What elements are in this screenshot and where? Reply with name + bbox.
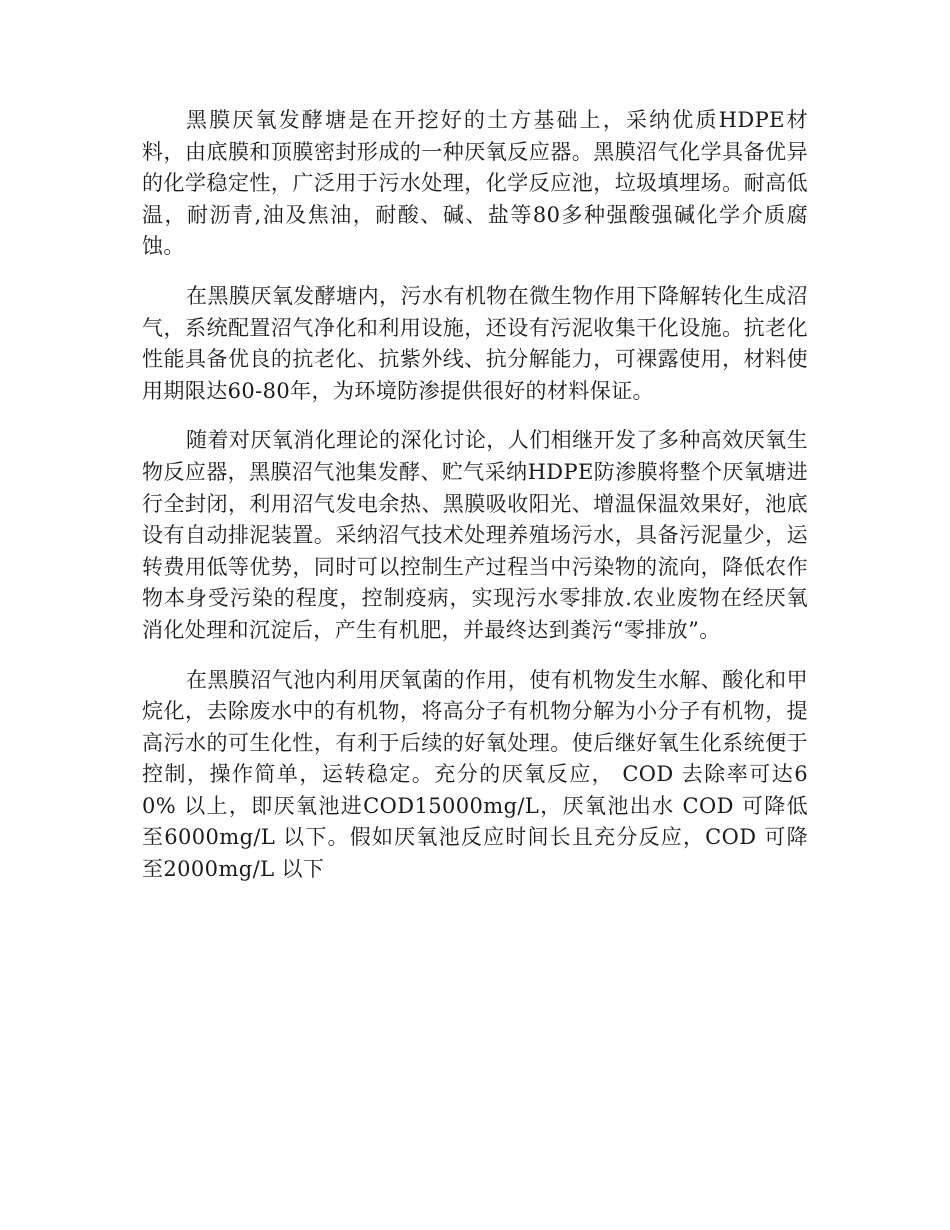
paragraph-4: 在黑膜沼气池内利用厌氧菌的作用，使有机物发生水解、酸化和甲烷化，去除废水中的有机物，将高分子有机物分解为小分子有机物，提高污水的可生化性，有利于后续的好氧处理。使后继好氧生化系统便于控制，操作简单，运转稳定。充分的厌氧反应， COD 去除率可达60% 以上，即厌氧池进COD15000mg/L，厌氧池出水 COD 可降低至6000mg/L 以下。假如厌氧池反应时间长且充分反应，COD 可降至2000mg/L 以下: [142, 667, 808, 882]
document-body: [142, 105, 808, 904]
paragraph-1: 黑膜厌氧发酵塘是在开挖好的土方基础上，采纳优质HDPE材料，由底膜和顶膜密封形成的一种厌氧反应器。黑膜沼气化学具备优异的化学稳定性，广泛用于污水处理，化学反应池，垃圾填埋场。耐高低温，耐沥青,油及焦油，耐酸、碱、盐等80多种强酸强碱化学介质腐蚀。: [142, 108, 808, 259]
paragraph-2: 在黑膜厌氧发酵塘内，污水有机物在微生物作用下降解转化生成沼气，系统配置沼气净化和利用设施，还设有污泥收集干化设施。抗老化性能具备优良的抗老化、抗紫外线、抗分解能力，可裸露使用，材料使用期限达60-80年，为环境防渗提供很好的材料保证。: [142, 283, 808, 403]
paragraph-3: 随着对厌氧消化理论的深化讨论，人们相继开发了多种高效厌氧生物反应器，黑膜沼气池集发酵、贮气采纳HDPE防渗膜将整个厌氧塘进行全封闭，利用沼气发电余热、黑膜吸收阳光、增温保温效果好，池底设有自动排泥装置。采纳沼气技术处理养殖场污水，具备污泥量少，运转费用低等优势，同时可以控制生产过程当中污染物的流向，降低农作物本身受污染的程度，控制疫病，实现污水零排放.农业废物在经厌氧消化处理和沉淀后，产生有机肥，并最终达到粪污“零排放”。: [142, 428, 808, 642]
